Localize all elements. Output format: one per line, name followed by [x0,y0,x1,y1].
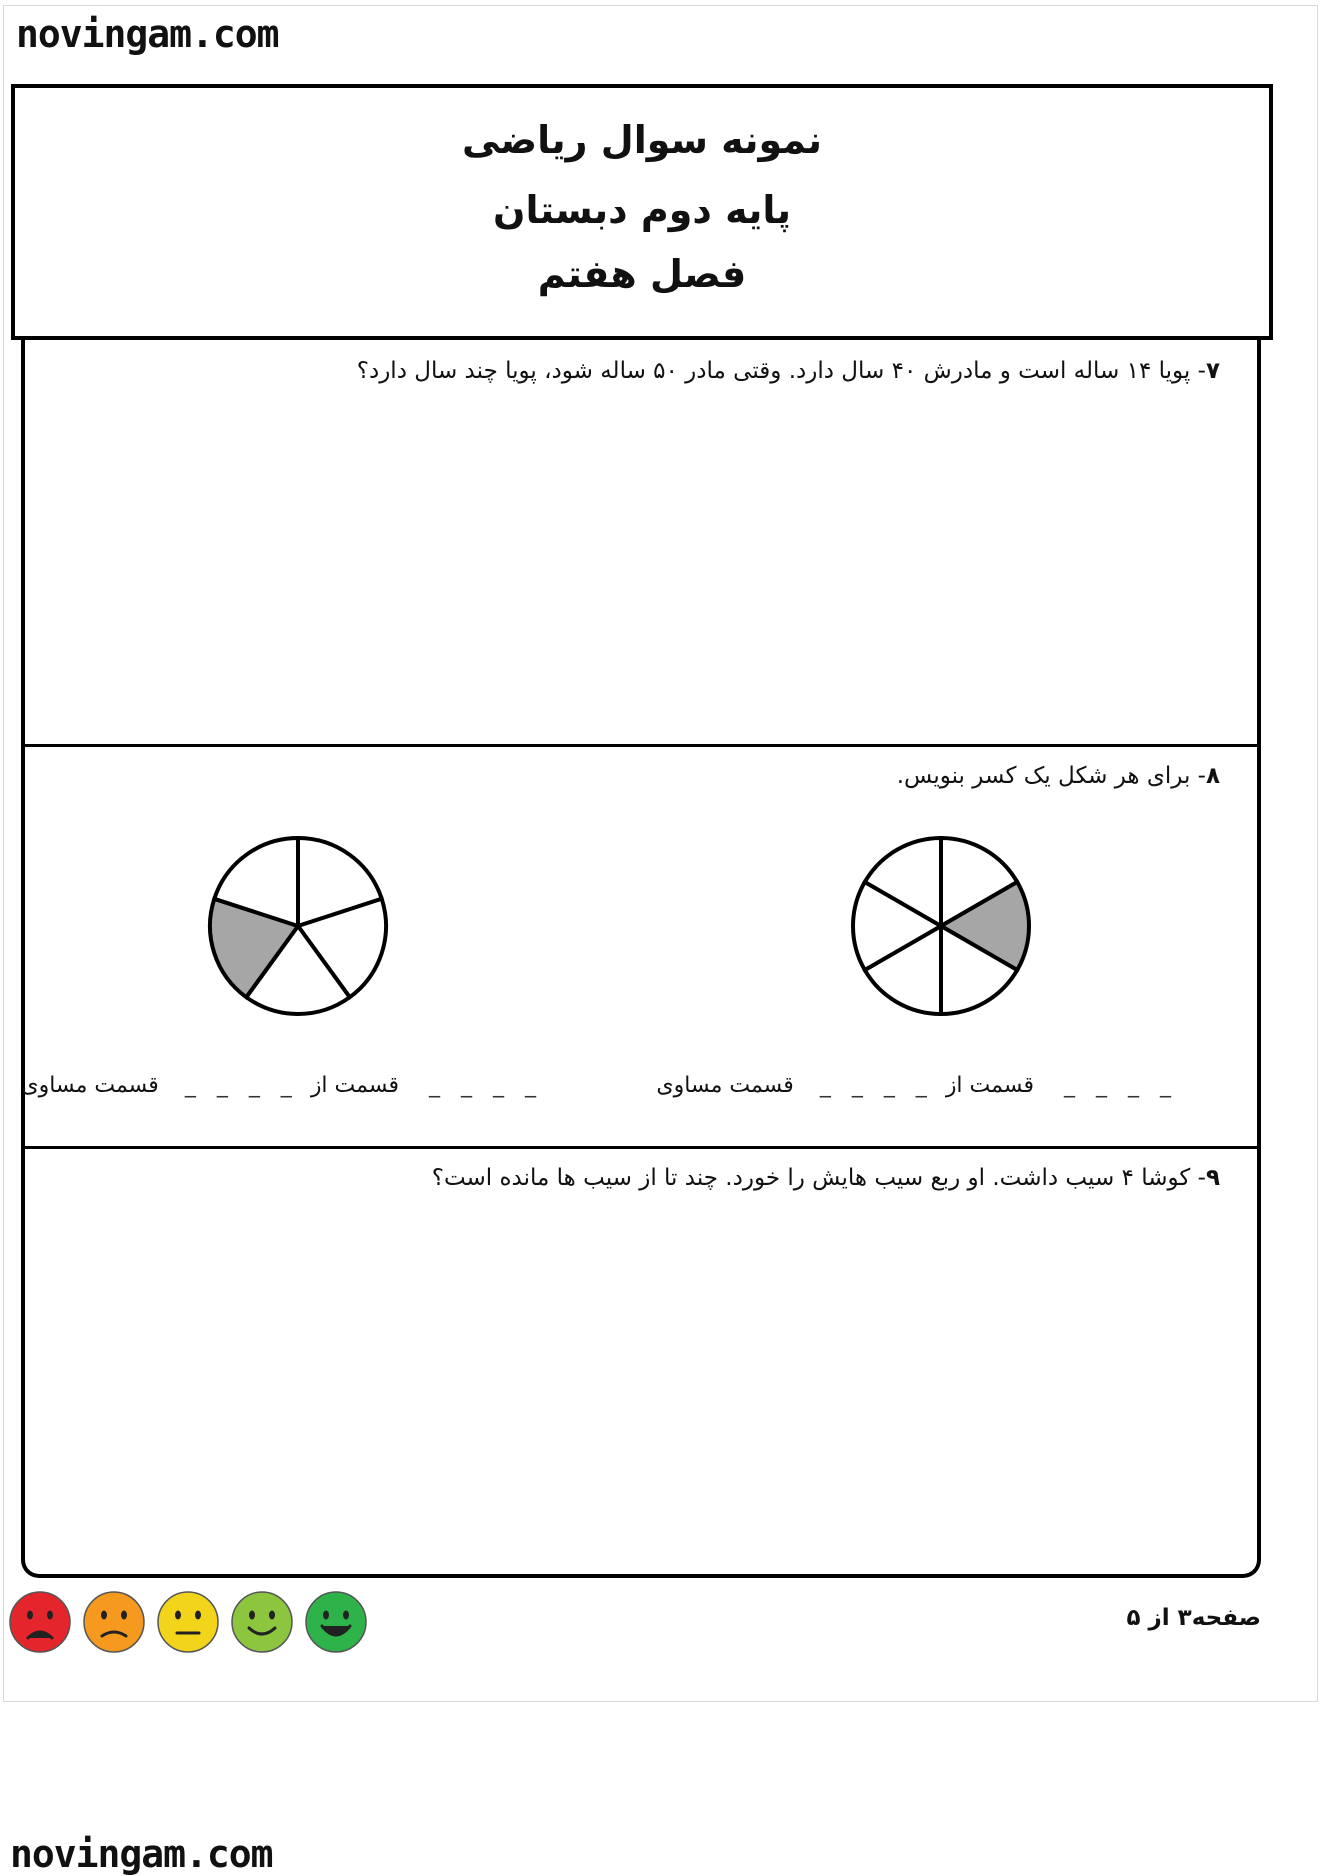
pie-five-slices [205,833,391,1019]
question-7-number: ۷ [1205,358,1220,384]
title-box [11,84,1273,340]
from-label: قسمت از [310,1073,400,1098]
equal-parts-label: قسمت مساوی [656,1073,794,1098]
neutral-face-icon[interactable] [156,1590,220,1654]
denominator-blank[interactable]: _ _ _ _ [819,1073,934,1098]
divider-q7-q8 [22,744,1258,747]
title-grade: پایه دوم دبستان [493,188,791,232]
page-number: صفحه۳ از ۵ [1126,1605,1261,1631]
site-watermark-bottom: novingam.com [10,1832,273,1876]
denominator-blank[interactable]: _ _ _ _ [184,1073,299,1098]
question-8 [897,763,1220,789]
question-7-text: - پویا ۱۴ ساله است و مادرش ۴۰ سال دارد. وقتی مادر ۵۰ ساله شود، پویا چند سال دارد؟ [356,358,1206,384]
fraction-answer-right [656,1073,1178,1098]
title-chapter: فصل هفتم [537,252,747,296]
question-9-number: ۹ [1205,1165,1220,1191]
pie-six-slices [848,833,1034,1019]
question-8-text: - برای هر شکل یک کسر بنویس. [896,763,1206,789]
rating-faces [8,1590,368,1654]
question-9 [432,1165,1220,1191]
question-8-number: ۸ [1205,763,1220,789]
numerator-blank[interactable]: _ _ _ _ [429,1073,543,1098]
numerator-blank[interactable]: _ _ _ _ [1064,1073,1178,1098]
very-sad-face-icon[interactable] [8,1590,72,1654]
divider-q8-q9 [22,1146,1258,1149]
question-9-text: - کوشا ۴ سیب داشت. او ربع سیب هایش را خورد. چند تا از سیب ها مانده است؟ [431,1165,1206,1191]
fraction-answer-left [21,1073,543,1098]
from-label: قسمت از [945,1073,1035,1098]
equal-parts-label: قسمت مساوی [21,1073,159,1098]
happy-face-icon[interactable] [230,1590,294,1654]
very-happy-face-icon[interactable] [304,1590,368,1654]
title-subject: نمونه سوال ریاضی [461,118,823,162]
site-watermark-top: novingam.com [16,12,279,56]
sad-face-icon[interactable] [82,1590,146,1654]
question-7 [357,358,1220,384]
